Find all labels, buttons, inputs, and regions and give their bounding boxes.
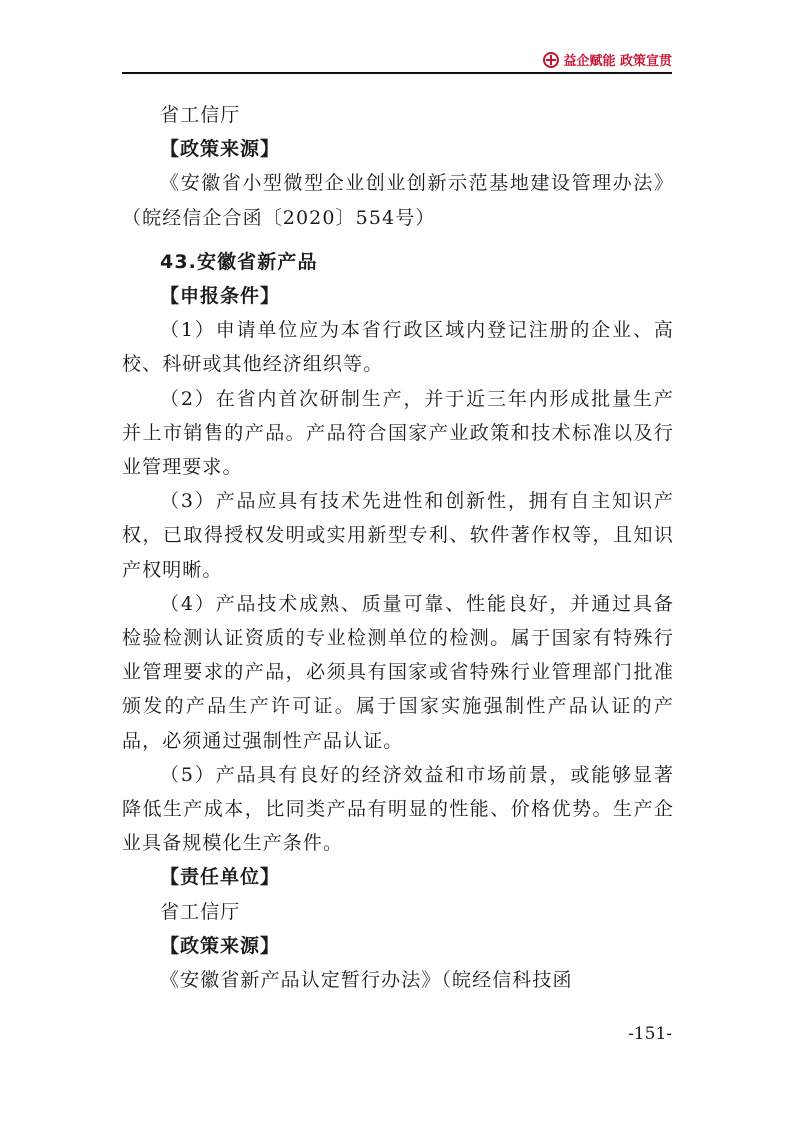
logo-icon [543, 52, 559, 68]
condition-4: （4）产品技术成熟、质量可靠、性能良好，并通过具备检验检测认证资质的专业检测单位的检测。属于国家有特殊行业管理要求的产品，必须具有国家或省特殊行业管理部门批准颁发的产品生产许可证。属于国家实施强制性产品认证的产品，必须通过强制性产品认证。 [122, 592, 674, 752]
section-title: 43.安徽省新产品 [160, 250, 318, 273]
responsible-unit-text-2: 省工信厅 [160, 900, 241, 923]
responsible-unit-text: 省工信厅 [160, 104, 241, 126]
policy-source-heading-2: 【政策来源】 [160, 934, 281, 957]
policy-source-text-2: 《安徽省新产品认定暂行办法》（皖经信科技函 [160, 969, 573, 992]
application-conditions-heading: 【申报条件】 [160, 285, 281, 308]
condition-1: （1）申请单位应为本省行政区域内登记注册的企业、高校、科研或其他经济组织等。 [122, 319, 674, 376]
header-logo [543, 50, 672, 69]
logo-text: 益企赋能 政策宣贯 [563, 54, 672, 69]
responsible-unit-heading: 【责任单位】 [160, 866, 281, 889]
policy-source-heading: 【政策来源】 [160, 138, 281, 161]
document-body [122, 98, 674, 997]
header-divider [122, 72, 672, 74]
policy-source-text: 《安徽省小型微型企业创业创新示范基地建设管理办法》（皖经信企合函〔2020〕554号） [122, 172, 674, 229]
condition-5: （5）产品具有良好的经济效益和市场前景，或能够显著降低生产成本，比同类产品有明显的性能、价格优势。生产企业具备规模化生产条件。 [122, 763, 674, 855]
condition-3: （3）产品应具有技术先进性和创新性，拥有自主知识产权，已取得授权发明或实用新型专利、软件著作权等，且知识产权明晰。 [122, 490, 674, 581]
condition-2: （2）在省内首次研制生产，并于近三年内形成批量生产并上市销售的产品。产品符合国家产业政策和技术标准以及行业管理要求。 [122, 387, 674, 479]
page-number: -151- [628, 1024, 672, 1044]
